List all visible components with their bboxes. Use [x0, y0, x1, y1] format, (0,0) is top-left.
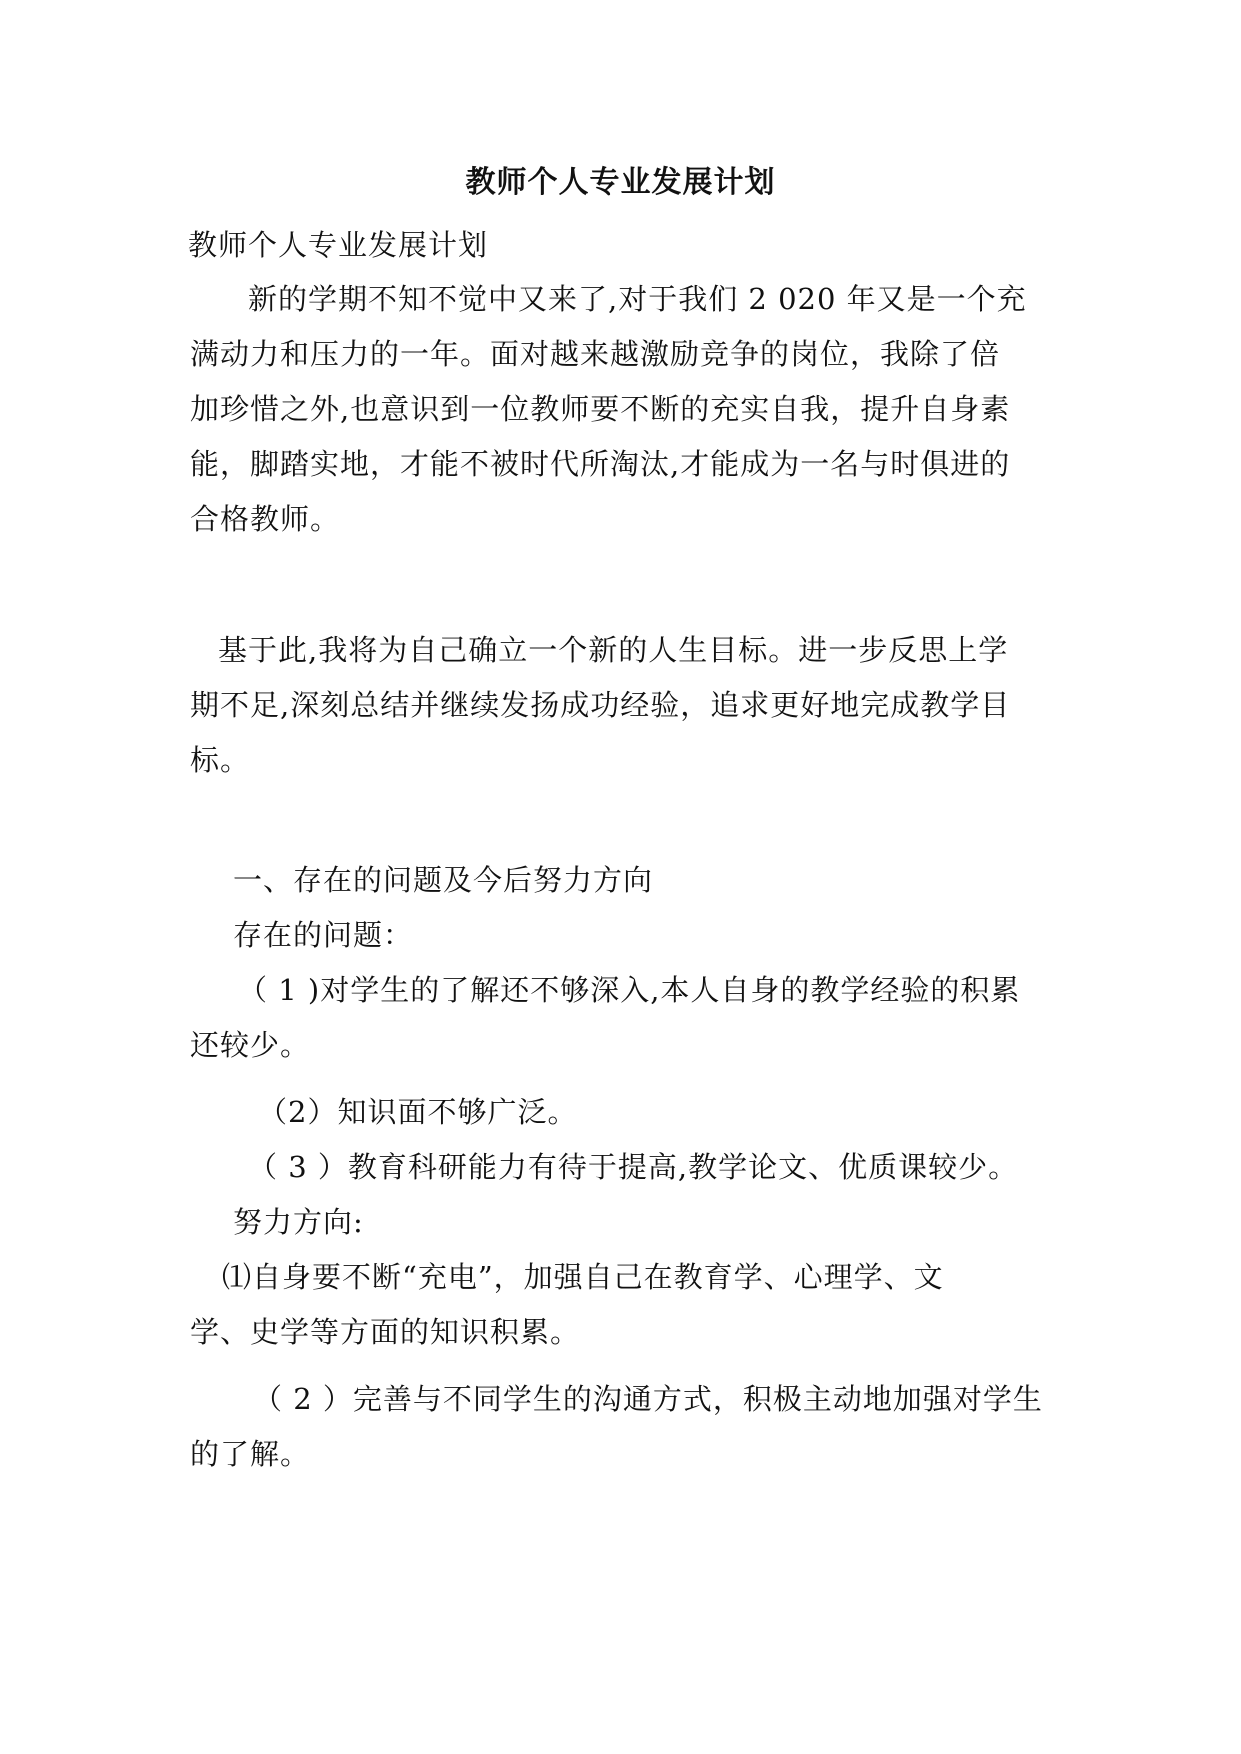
- direction-item: ⑴自身要不断“充电”，加强自己在教育学、心理学、文: [222, 1260, 944, 1294]
- problem-item: （ 1 )对学生的了解还不够深入,本人自身的教学经验的积累: [238, 973, 1021, 1007]
- section-heading: 一、存在的问题及今后努力方向: [233, 863, 654, 897]
- document-subtitle: 教师个人专业发展计划: [188, 228, 489, 262]
- direction-item: 的了解。: [190, 1437, 311, 1471]
- direction-item: 学、史学等方面的知识积累。: [190, 1315, 581, 1349]
- paragraph-line: 期不足,深刻总结并继续发扬成功经验，追求更好地完成教学目: [190, 688, 1011, 722]
- direction-item: （ 2 ）完善与不同学生的沟通方式，积极主动地加强对学生: [253, 1382, 1043, 1416]
- paragraph-line: 新的学期不知不觉中又来了,对于我们 2 020 年又是一个充: [248, 282, 1027, 316]
- problem-item: （2）知识面不够广泛。: [258, 1095, 578, 1129]
- document-title: 教师个人专业发展计划: [465, 165, 776, 200]
- paragraph-line: 加珍惜之外,也意识到一位教师要不断的充实自我，提升自身素: [190, 392, 1011, 426]
- paragraph-line: 能，脚踏实地，才能不被时代所淘汰,才能成为一名与时俱进的: [190, 447, 1011, 481]
- paragraph-line: 满动力和压力的一年。面对越来越激励竞争的岗位，我除了倍: [190, 337, 1001, 371]
- paragraph-line: 标。: [190, 743, 251, 777]
- direction-label: 努力方向:: [233, 1205, 364, 1239]
- problem-item: 还较少。: [190, 1028, 311, 1062]
- paragraph-line: 基于此,我将为自己确立一个新的人生目标。进一步反思上学: [218, 633, 1009, 667]
- problem-item: （ 3 ）教育科研能力有待于提高,教学论文、优质课较少。: [248, 1150, 1019, 1184]
- problems-label: 存在的问题：: [233, 918, 414, 952]
- paragraph-line: 合格教师。: [190, 502, 341, 536]
